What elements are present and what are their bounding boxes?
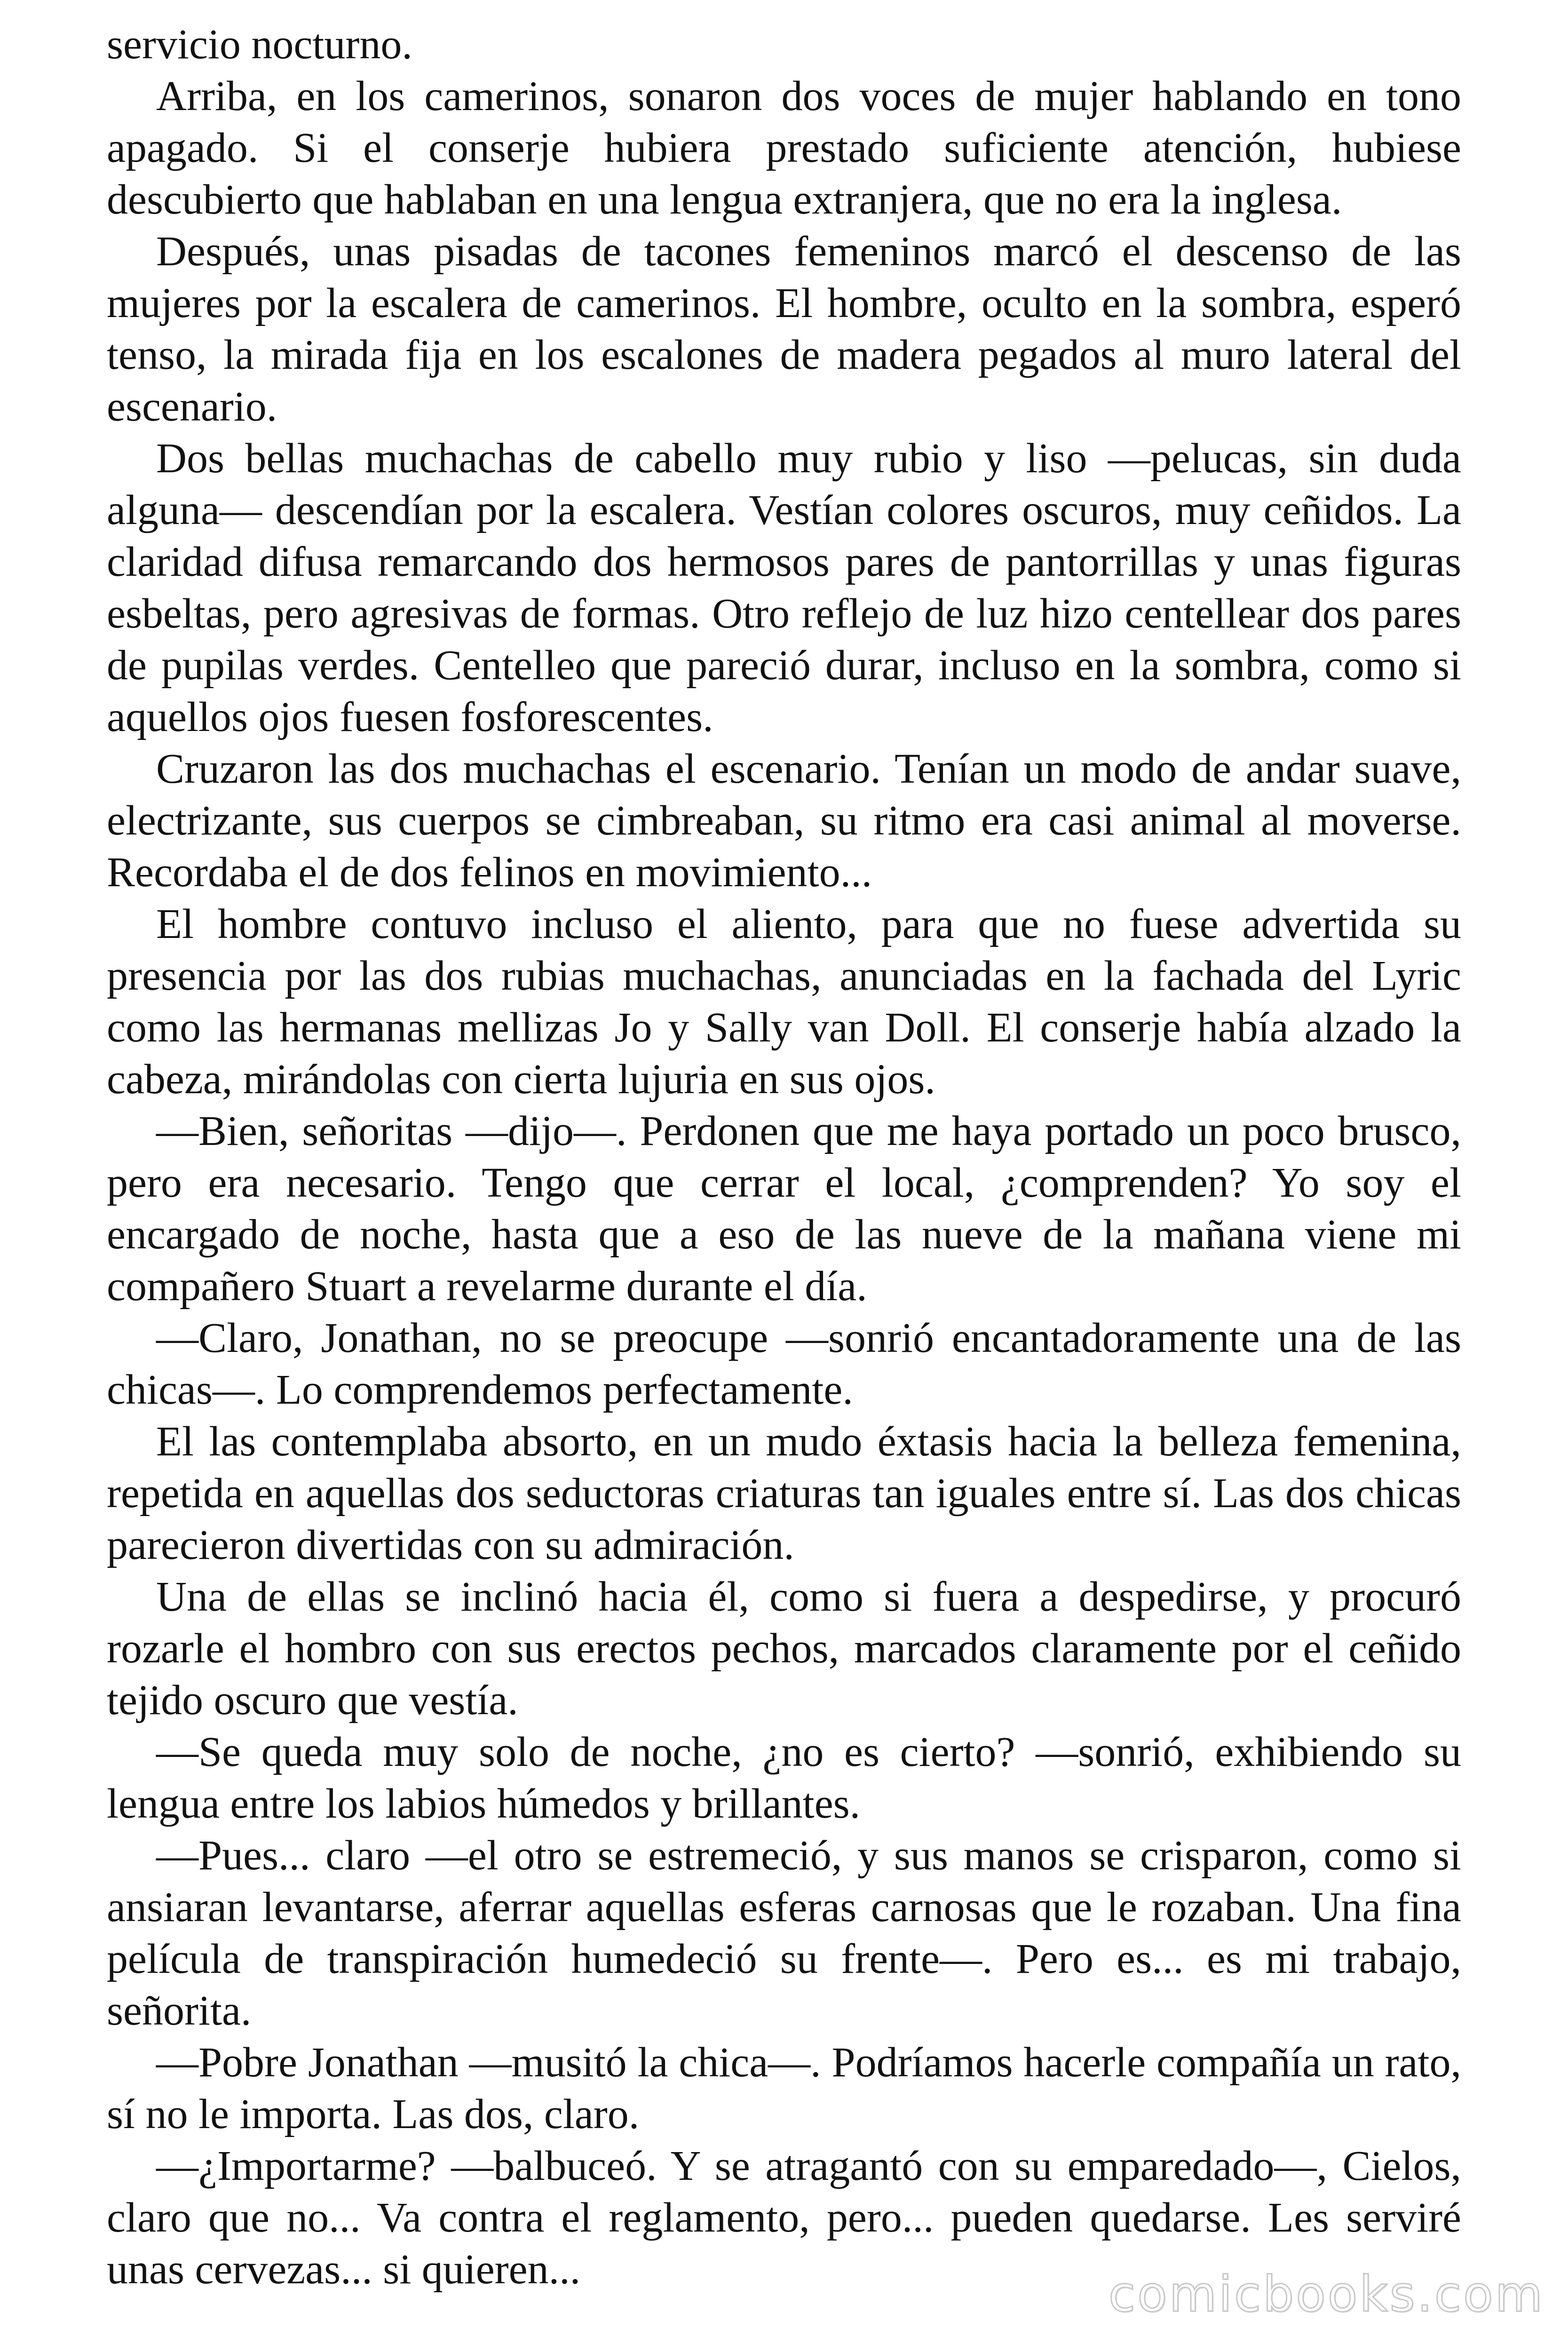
- paragraph-7: —Bien, señoritas —dijo—. Perdonen que me haya portado un poco brusco, pero era necesario. Tengo que cerrar el local, ¿comprenden? Yo soy el encargado de noche, hasta que a eso de las nueve de la mañana viene mi compañero Stuart a revelarme durante el día.: [107, 1108, 1461, 1310]
- paragraph-13: —Pobre Jonathan —musitó la chica—. Podríamos hacerle compañía un rato, sí no le importa. Las dos, claro.: [107, 2039, 1461, 2137]
- paragraph-3: Después, unas pisadas de tacones femeninos marcó el descenso de las mujeres por la escalera de camerinos. El hombre, oculto en la sombra, esperó tenso, la mirada fija en los escalones de madera pegados al muro lateral del escenario.: [107, 228, 1461, 430]
- paragraph-9: El las contemplaba absorto, en un mudo éxtasis hacia la belleza femenina, repetida en aquellas dos seductoras criaturas tan iguales entre sí. Las dos chicas parecieron divertidas con su admiración.: [107, 1418, 1461, 1568]
- paragraph-2: Arriba, en los camerinos, sonaron dos voces de mujer hablando en tono apagado. Si el conserje hubiera prestado suficiente atención, hubiese descubierto que hablaban en una lengua extranjera, que no era la inglesa.: [107, 73, 1461, 223]
- watermark: comicbooks.com: [1108, 2265, 1544, 2323]
- paragraph-14: —¿Importarme? —balbuceó. Y se atragantó con su emparedado—, Cielos, claro que no... Va contra el reglamento, pero... pueden quedarse. Les serviré unas cervezas... si quieren...: [107, 2143, 1461, 2293]
- paragraph-6: El hombre contuvo incluso el aliento, para que no fuese advertida su presencia por las dos rubias muchachas, anunciadas en la fachada del Lyric como las hermanas mellizas Jo y Sally van Doll. El conserje había alzado la cabeza, mirándolas con cierta lujuria en sus ojos.: [107, 901, 1461, 1103]
- paragraph-11: —Se queda muy solo de noche, ¿no es cierto? —sonrió, exhibiendo su lengua entre los labios húmedos y brillantes.: [107, 1729, 1461, 1827]
- paragraph-5: Cruzaron las dos muchachas el escenario. Tenían un modo de andar suave, electrizante, sus cuerpos se cimbreaban, su ritmo era casi animal al moverse. Recordaba el de dos felinos en movimiento...: [107, 746, 1461, 896]
- page-body: [107, 19, 1461, 2296]
- paragraph-10: Una de ellas se inclinó hacia él, como si fuera a despedirse, y procuró rozarle el hombro con sus erectos pechos, marcados claramente por el ceñido tejido oscuro que vestía.: [107, 1573, 1461, 1724]
- paragraph-12: —Pues... claro —el otro se estremeció, y sus manos se crisparon, como si ansiaran levantarse, aferrar aquellas esferas carnosas que le rozaban. Una fina película de transpiración humedeció su frente—. Pero es... es mi trabajo, señorita.: [107, 1832, 1461, 2034]
- paragraph-4: Dos bellas muchachas de cabello muy rubio y liso —pelucas, sin duda alguna— descendían por la escalera. Vestían colores oscuros, muy ceñidos. La claridad difusa remarcando dos hermosos pares de pantorrillas y unas figuras esbeltas, pero agresivas de formas. Otro reflejo de luz hizo centellear dos pares de pupilas verdes. Centelleo que pareció durar, incluso en la sombra, como si aquellos ojos fuesen fosforescentes.: [107, 435, 1461, 740]
- paragraph-8: —Claro, Jonathan, no se preocupe —sonrió encantadoramente una de las chicas—. Lo comprendemos perfectamente.: [107, 1315, 1461, 1413]
- paragraph-1: servicio nocturno.: [107, 21, 412, 68]
